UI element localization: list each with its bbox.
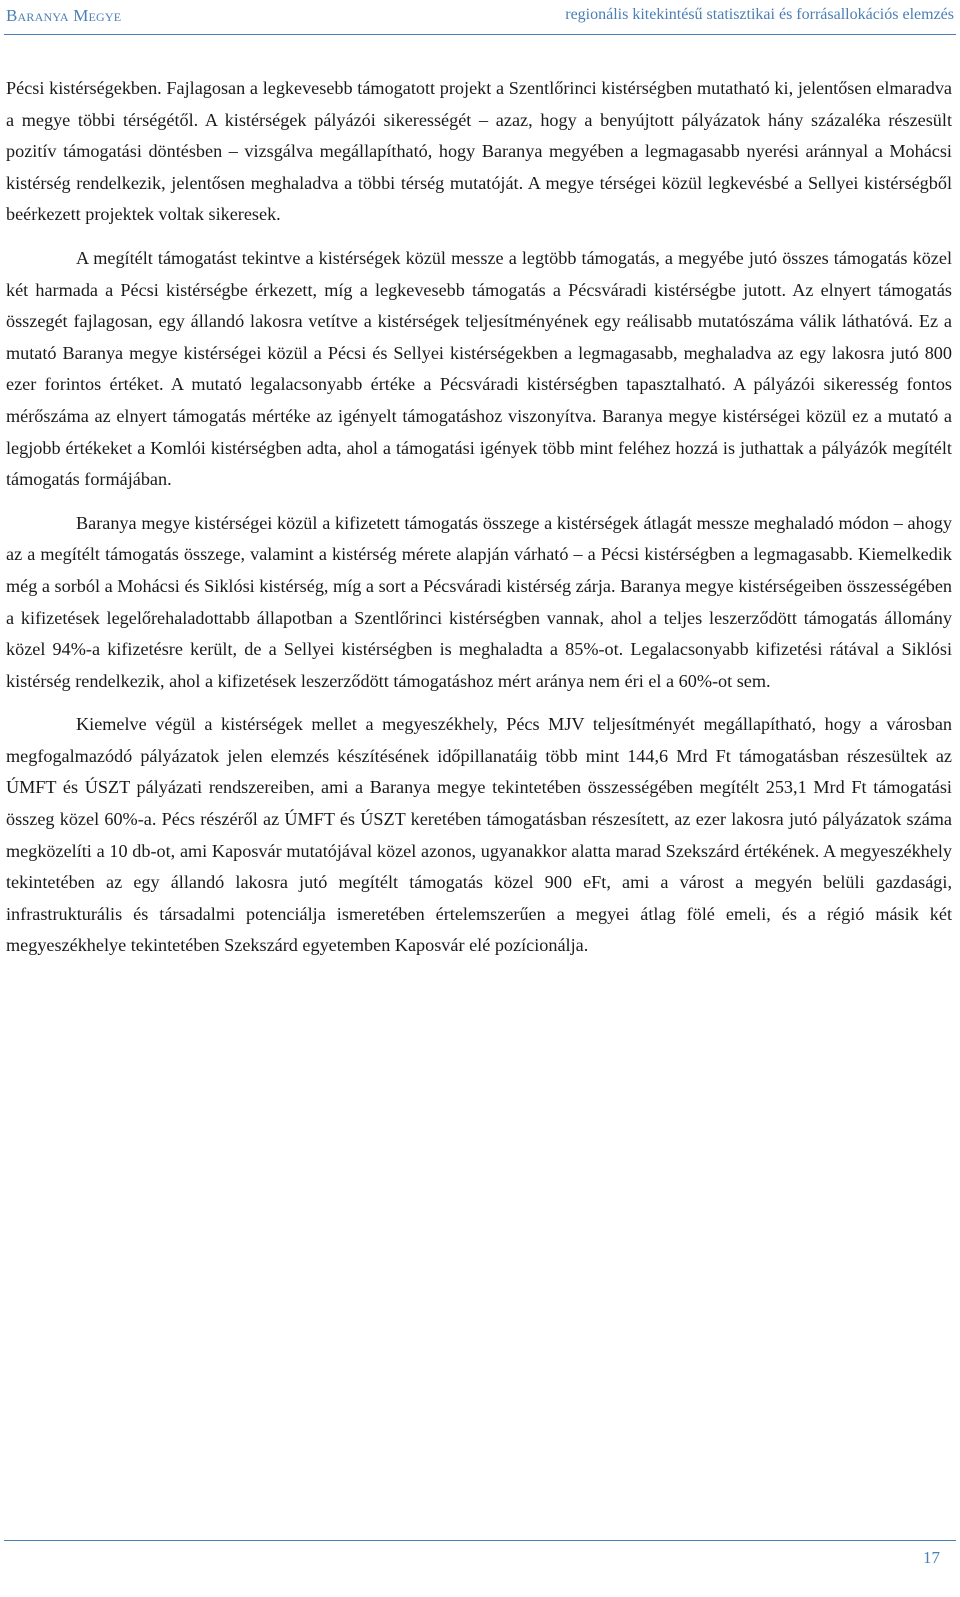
- footer-divider: [4, 1540, 956, 1541]
- header-divider: [4, 34, 956, 35]
- paragraph-4: Kiemelve végül a kistérségek mellet a megyeszékhely, Pécs MJV teljesítményét megállapítható, hogy a városban megfogalmazódó pályázatok jelen elemzés készítésének időpillanatáig több mint 144,6 Mrd Ft támogatásban részesültek az ÚMFT és ÚSZT pályázati rendszereiben, ami a Baranya megye tekintetében összességében megítélt 253,1 Mrd Ft támogatási összeg közel 60%-a. Pécs részéről az ÚMFT és ÚSZT keretében támogatásban részesített, az ezer lakosra jutó pályázatok száma megközelíti a 10 db-ot, ami Kaposvár mutatójával közel azonos, ugyanakkor alatta marad Szekszárd értékének. A megyeszékhely tekintetében az egy állandó lakosra jutó megítélt támogatás közel 900 eFt, ami a várost a megyén belüli gazdasági, infrastrukturális és társadalmi potenciálja ismeretében értelemszerűen a megyei átlag fölé emeli, és a régió másik két megyeszékhelye tekintetében Szekszárd egyetemben Kaposvár elé pozícionálja.: [6, 714, 952, 956]
- header-title: Baranya Megye: [6, 6, 122, 25]
- paragraph-2: A megítélt támogatást tekintve a kistérségek közül messze a legtöbb támogatás, a megyébe jutó összes támogatás közel két harmada a Pécsi kistérségbe érkezett, míg a legkevesebb támogatás a Pécsváradi kistérségbe jutott. Az elnyert támogatás összegét fajlagosan, egy állandó lakosra vetítve a kistérségek teljesítményének egy reálisabb mutatószáma válik láthatóvá. Ez a mutató Baranya megye kistérségei közül a Pécsi és Sellyei kistérségekben a legmagasabb, meghaladva az egy lakosra jutó 800 ezer forintos értéket. A mutató legalacsonyabb értéke a Pécsváradi kistérségben tapasztalható. A pályázói sikeresség fontos mérőszáma az elnyert támogatás mértéke az igényelt támogatáshoz viszonyítva. Baranya megye kistérségei közül ez a mutató a legjobb értékeket a Komlói kistérségben adta, ahol a támogatási igények több mint feléhez hozzá is juthattak a pályázók megítélt támogatás formájában.: [6, 247, 952, 490]
- page-number: 17: [923, 1548, 940, 1567]
- page-footer: [0, 1540, 960, 1597]
- paragraph-3: Baranya megye kistérségei közül a kifizetett támogatás összege a kistérségek átlagát messze meghaladó módon – ahogy az a megítélt támogatás összege, valamint a kistérség mérete alapján várható – a Pécsi kistérségben a legmagasabb. Kiemelkedik még a sorból a Mohácsi és Siklósi kistérség, míg a sort a Pécsváradi kistérség zárja. Baranya megye kistérségeiben összességében a kifizetések legelőrehaladottabb állapotban a Szentlőrinci kistérségben vannak, ahol a teljes leszerződött támogatás állomány közel 94%-a kifizetésre került, de a Sellyei kistérségben is meghaladta a 85%-ot. Legalacsonyabb kifizetési rátával a Siklósi kistérség rendelkezik, ahol a kifizetések leszerződött támogatáshoz mért aránya nem éri el a 60%-ot sem.: [6, 512, 952, 691]
- header-subtitle: regionális kitekintésű statisztikai és forrásallokációs elemzés: [565, 6, 954, 23]
- document-body: [6, 73, 952, 974]
- paragraph-1: Pécsi kistérségekben. Fajlagosan a legkevesebb támogatott projekt a Szentlőrinci kistérségben mutatható ki, jelentősen elmaradva a megye többi térségétől. A kistérségek pályázói sikerességét – azaz, hogy a benyújtott pályázatok hány százaléka részesült pozitív támogatási döntésben – vizsgálva megállapítható, hogy Baranya megyében a legmagasabb nyerési aránnyal a Mohácsi kistérség rendelkezik, jelentősen meghaladva a többi térség mutatóját. A megye térségei közül legkevésbé a Sellyei kistérségből beérkezett projektek voltak sikeresek.: [6, 78, 952, 225]
- page-header: [0, 0, 960, 38]
